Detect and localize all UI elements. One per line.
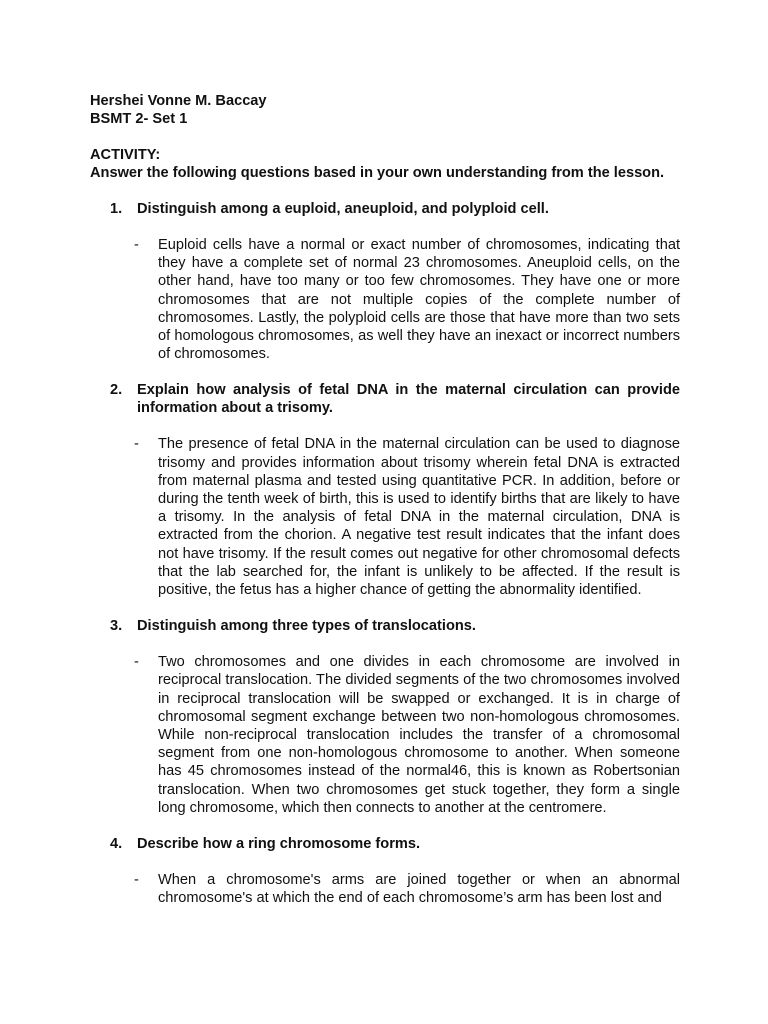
question-number: 2. xyxy=(110,382,123,399)
answer-dash: - xyxy=(134,872,139,889)
answer-4 xyxy=(90,871,680,907)
question-text: Distinguish among a euploid, aneuploid, and polyploid cell. xyxy=(137,201,549,217)
question-text: Distinguish among three types of translocations. xyxy=(137,618,476,635)
section-label: BSMT 2- Set 1 xyxy=(90,111,188,127)
answer-dash: - xyxy=(134,654,139,671)
question-2 xyxy=(90,381,680,417)
answer-text: When a chromosome's arms are joined together or when an abnormal chromosome's at which the end of each chromosome’s arm has been lost and xyxy=(158,872,680,907)
author-name: Hershei Vonne M. Baccay xyxy=(90,93,267,109)
activity-label: ACTIVITY: xyxy=(90,147,161,163)
answer-dash: - xyxy=(134,237,139,253)
answer-1 xyxy=(90,236,680,363)
answer-2 xyxy=(90,435,680,599)
question-number: 1. xyxy=(110,201,123,217)
question-text: Explain how analysis of fetal DNA in the maternal circulation can provide information about a trisomy. xyxy=(137,382,680,417)
question-1 xyxy=(90,200,680,218)
answer-text: The presence of fetal DNA in the maternal circulation can be used to diagnose trisomy and provides information about trisomy wherein fetal DNA is extracted from maternal plasma and tested using quantitative PCR. In addition, before or during the tenth week of birth, this is used to identify births that are likely to have a trisomy. In the analysis of fetal DNA in the maternal circulation, DNA is extracted from the chorion. A negative test result indicates that the infant does not have trisomy. If the result comes out negative for other chromosomal defects that the lab searched for, the infant is unlikely to be affected. If the result is positive, the fetus has a higher chance of getting the abnormality identified. xyxy=(158,436,680,599)
question-3 xyxy=(90,617,680,635)
answer-text: Two chromosomes and one divides in each chromosome are involved in reciprocal translocation. The divided segments of the two chromosomes involved in reciprocal translocation will be swapped or exchanged. It is in charge of chromosomal segment exchange between two non-homologous chromosomes. While non-reciprocal translocation includes the transfer of a chromosomal segment from one non-homologous chromosome to another. When someone has 45 chromosomes instead of the normal46, this is known as Robertsonian translocation. When two chromosomes get stuck together, they form a single long chromosome, which then connects to another at the centromere. xyxy=(158,654,680,816)
question-number: 3. xyxy=(110,618,123,635)
instructions: Answer the following questions based in your own understanding from the lesson. xyxy=(90,165,665,181)
question-text: Describe how a ring chromosome forms. xyxy=(137,836,421,853)
answer-text: Euploid cells have a normal or exact number of chromosomes, indicating that they have a complete set of normal 23 chromosomes. Aneuploid cells, on the other hand, have too many or too few chromosomes. They have one or more chromosomes that are not multiple copies of the complete number of chromosomes. Lastly, the polyploid cells are those that have more than two sets of homologous chromosomes, as well they have an inexact or incorrect numbers of chromosomes. xyxy=(158,237,680,363)
answer-3 xyxy=(90,653,680,817)
question-4 xyxy=(90,835,680,853)
answer-dash: - xyxy=(134,436,139,453)
question-number: 4. xyxy=(110,836,123,853)
